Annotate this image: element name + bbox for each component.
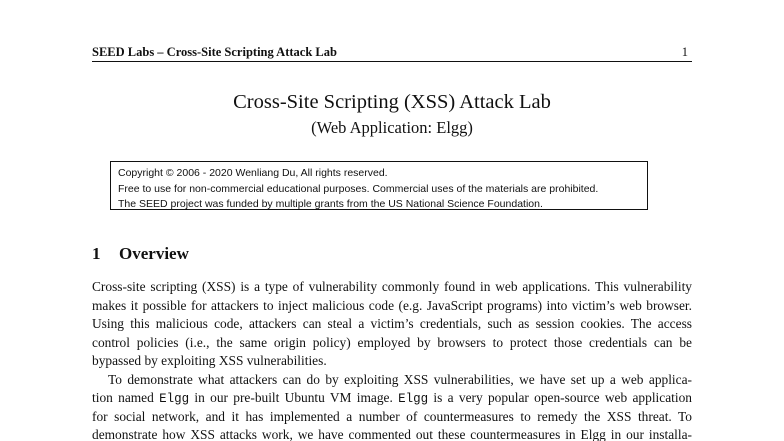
text-line: Using this malicious code, attackers can steal a victim’s credentials, such as session cookies. The access	[92, 316, 692, 331]
header-title: SEED Labs – Cross-Site Scripting Attack Lab	[92, 45, 337, 59]
funding-line: The SEED project was funded by multiple grants from the US National Science Foundation.	[118, 198, 543, 210]
copyright-notice-box	[110, 161, 648, 210]
page-number: 1	[681, 45, 688, 59]
overview-body	[92, 278, 692, 441]
inline-code: Elgg	[398, 392, 429, 406]
section-title: Overview	[119, 244, 189, 263]
section-heading-overview	[92, 244, 189, 264]
text-line: makes it possible for attackers to inject malicious code (e.g. JavaScript programs) into victim’s web browser.	[92, 297, 692, 313]
running-header	[92, 45, 692, 62]
inline-code: Elgg	[159, 392, 190, 406]
license-line: Free to use for non-commercial educational purposes. Commercial uses of the materials are prohibited.	[118, 182, 599, 195]
paragraph	[92, 371, 692, 441]
text-line: Cross-site scripting (XSS) is a type of vulnerability commonly found in web applications. This vulnerability	[92, 279, 692, 294]
text-line: demonstrate how XSS attacks work, we have commented out these countermeasures in Elgg in our installa-	[92, 427, 692, 441]
text-line	[92, 389, 692, 408]
document-subtitle: (Web Application: Elgg)	[311, 118, 473, 137]
text-run: tion named	[92, 390, 160, 405]
paragraph	[92, 278, 692, 371]
text-run: is a very popular open-source web application	[428, 390, 692, 405]
document-title: Cross-Site Scripting (XSS) Attack Lab	[233, 91, 551, 113]
section-number: 1	[92, 244, 101, 263]
text-line: control policies (i.e., the same origin policy) employed by browsers to protect those credentials can be	[92, 334, 692, 350]
text-run: in our pre-built Ubuntu VM image.	[189, 390, 399, 405]
text-line: for social network, and it has implemented a number of countermeasures to remedy the XSS threat. To	[92, 408, 692, 424]
text-line: bypassed by exploiting XSS vulnerabilities.	[92, 353, 327, 368]
text-line: To demonstrate what attackers can do by exploiting XSS vulnerabilities, we have set up a web applica-	[108, 371, 692, 387]
copyright-line: Copyright © 2006 - 2020 Wenliang Du, All rights reserved.	[118, 167, 388, 179]
